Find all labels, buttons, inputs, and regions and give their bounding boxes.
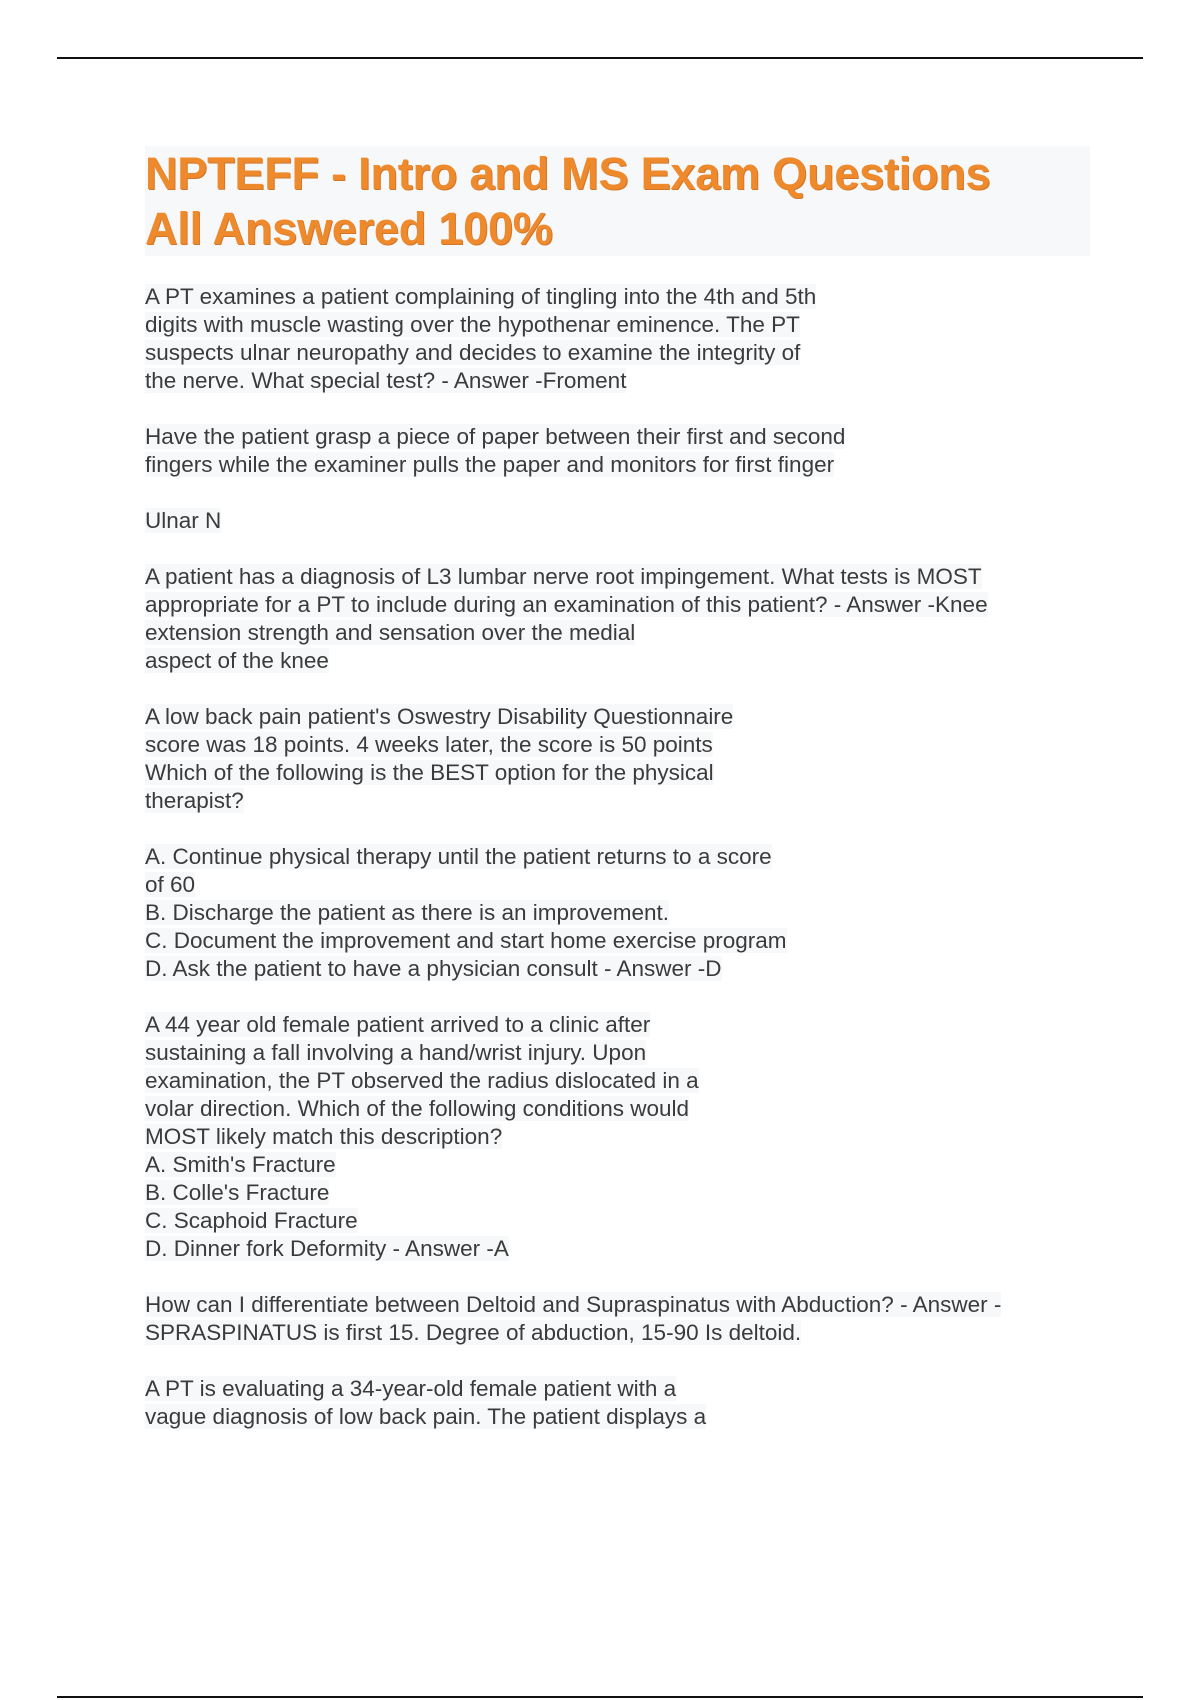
text-line-content: extension strength and sensation over the medial: [145, 620, 636, 645]
text-line: [145, 619, 1075, 647]
text-line-content: A patient has a diagnosis of L3 lumbar nerve root impingement. What tests is MOST: [145, 564, 982, 589]
text-line: [145, 507, 1075, 535]
title-block: [145, 146, 1090, 256]
text-line: [145, 871, 1075, 899]
text-line: [145, 1067, 1075, 1095]
paragraph: [145, 703, 1075, 815]
text-line: [145, 1123, 1075, 1151]
text-line: [145, 1403, 1075, 1431]
paragraph-gap: [145, 535, 1075, 563]
paragraph: [145, 563, 1075, 675]
text-line-content: sustaining a fall involving a hand/wrist injury. Upon: [145, 1040, 647, 1065]
text-line: [145, 339, 1075, 367]
text-line: [145, 1291, 1075, 1319]
text-line: [145, 703, 1075, 731]
text-line-content: B. Colle's Fracture: [145, 1180, 330, 1205]
text-line: [145, 423, 1075, 451]
text-line-content: A PT is evaluating a 34-year-old female patient with a: [145, 1376, 677, 1401]
text-line-content: Ulnar N: [145, 508, 222, 533]
paragraph: [145, 843, 1075, 983]
text-line-content: SPRASPINATUS is first 15. Degree of abduction, 15-90 Is deltoid.: [145, 1320, 802, 1345]
text-line: [145, 1151, 1075, 1179]
paragraph-gap: [145, 479, 1075, 507]
text-line-content: C. Scaphoid Fracture: [145, 1208, 358, 1233]
paragraph: [145, 283, 1075, 395]
text-line: [145, 955, 1075, 983]
text-line-content: the nerve. What special test? - Answer -Froment: [145, 368, 627, 393]
text-line-content: score was 18 points. 4 weeks later, the score is 50 points: [145, 732, 713, 757]
text-line-content: vague diagnosis of low back pain. The patient displays a: [145, 1404, 707, 1429]
text-line: [145, 1235, 1075, 1263]
text-line-content: appropriate for a PT to include during an examination of this patient? - Answer -Knee: [145, 592, 988, 617]
text-line-content: A low back pain patient's Oswestry Disability Questionnaire: [145, 704, 734, 729]
paragraph: [145, 1011, 1075, 1263]
text-line-content: examination, the PT observed the radius dislocated in a: [145, 1068, 699, 1093]
text-line-content: C. Document the improvement and start home exercise program: [145, 928, 787, 953]
text-line-content: Which of the following is the BEST option for the physical: [145, 760, 714, 785]
text-line-content: digits with muscle wasting over the hypothenar eminence. The PT: [145, 312, 800, 337]
text-line-content: A. Continue physical therapy until the patient returns to a score: [145, 844, 772, 869]
text-line-content: therapist?: [145, 788, 244, 813]
text-line: [145, 1207, 1075, 1235]
text-line: [145, 367, 1075, 395]
paragraph: [145, 1291, 1075, 1347]
paragraph-gap: [145, 983, 1075, 1011]
paragraph: [145, 1375, 1075, 1431]
text-line: [145, 311, 1075, 339]
document-body: [145, 283, 1075, 1431]
paragraph-gap: [145, 1347, 1075, 1375]
paragraph: [145, 507, 1075, 535]
text-line-content: suspects ulnar neuropathy and decides to examine the integrity of: [145, 340, 801, 365]
paragraph-gap: [145, 675, 1075, 703]
text-line: [145, 1039, 1075, 1067]
text-line: [145, 843, 1075, 871]
text-line-content: fingers while the examiner pulls the paper and monitors for first finger: [145, 452, 835, 477]
text-line: [145, 451, 1075, 479]
text-line-content: D. Ask the patient to have a physician consult - Answer -D: [145, 956, 722, 981]
text-line: [145, 1375, 1075, 1403]
text-line: [145, 647, 1075, 675]
text-line-content: aspect of the knee: [145, 648, 329, 673]
title-line-2: All Answered 100%: [145, 203, 553, 254]
text-line-content: A PT examines a patient complaining of tingling into the 4th and 5th: [145, 284, 817, 309]
text-line: [145, 927, 1075, 955]
text-line: [145, 283, 1075, 311]
text-line-content: A. Smith's Fracture: [145, 1152, 336, 1177]
text-line: [145, 1319, 1075, 1347]
text-line-content: volar direction. Which of the following conditions would: [145, 1096, 690, 1121]
text-line: [145, 787, 1075, 815]
text-line-content: of 60: [145, 872, 196, 897]
text-line-content: MOST likely match this description?: [145, 1124, 503, 1149]
paragraph-gap: [145, 815, 1075, 843]
text-line-content: A 44 year old female patient arrived to a clinic after: [145, 1012, 651, 1037]
title-line-1: NPTEFF - Intro and MS Exam Questions: [145, 148, 991, 199]
paragraph: [145, 423, 1075, 479]
text-line-content: How can I differentiate between Deltoid and Supraspinatus with Abduction? - Answer -: [145, 1292, 1002, 1317]
bottom-rule: [57, 1696, 1143, 1698]
text-line-content: D. Dinner fork Deformity - Answer -A: [145, 1236, 509, 1261]
paragraph-gap: [145, 395, 1075, 423]
top-rule: [57, 57, 1143, 59]
text-line: [145, 1095, 1075, 1123]
text-line: [145, 563, 1075, 591]
text-line: [145, 899, 1075, 927]
paragraph-gap: [145, 1263, 1075, 1291]
text-line-content: B. Discharge the patient as there is an improvement.: [145, 900, 670, 925]
text-line: [145, 759, 1075, 787]
text-line: [145, 1179, 1075, 1207]
text-line: [145, 731, 1075, 759]
text-line: [145, 591, 1075, 619]
document-title: [145, 146, 1090, 256]
text-line-content: Have the patient grasp a piece of paper between their first and second: [145, 424, 846, 449]
text-line: [145, 1011, 1075, 1039]
